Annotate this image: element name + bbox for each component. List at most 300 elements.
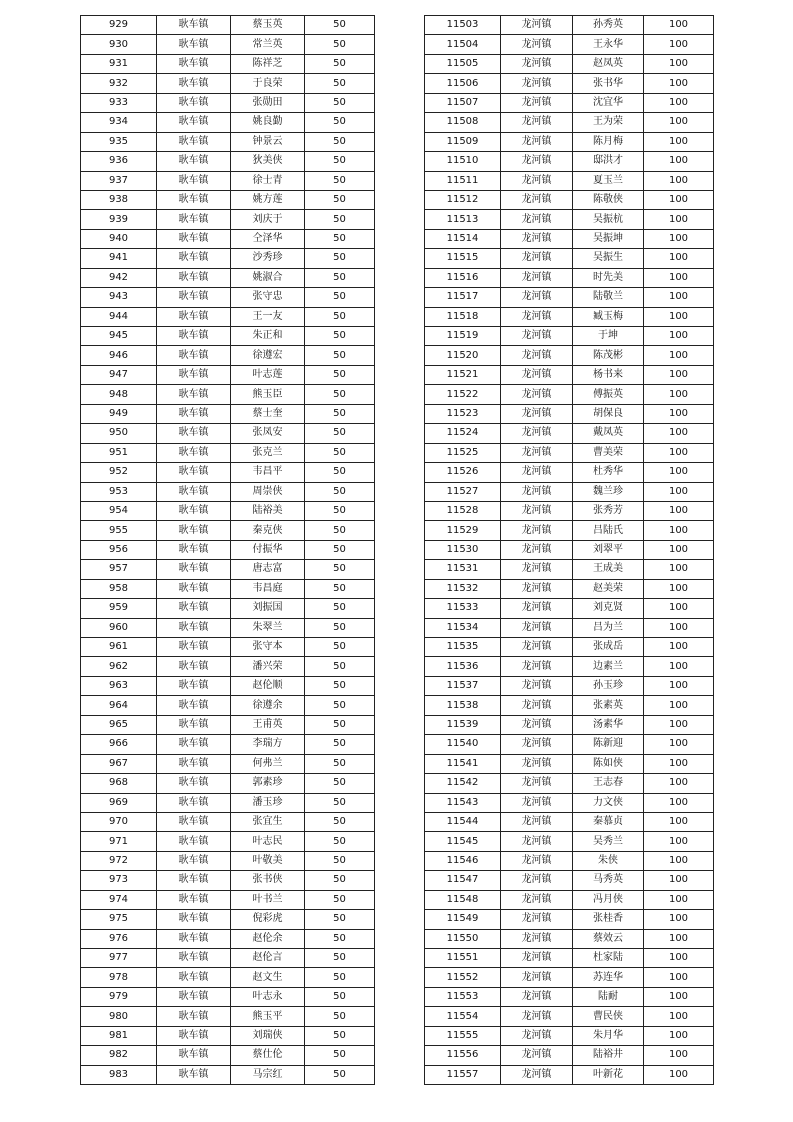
amount-cell: 50 — [305, 910, 375, 929]
name-cell: 曹民侠 — [573, 1007, 644, 1026]
row-number-cell: 929 — [81, 16, 157, 35]
name-cell: 吕为兰 — [573, 618, 644, 637]
amount-cell: 100 — [644, 482, 714, 501]
amount-cell: 100 — [644, 190, 714, 209]
amount-cell: 100 — [644, 249, 714, 268]
amount-cell: 100 — [644, 929, 714, 948]
town-cell: 龙河镇 — [501, 346, 573, 365]
town-cell: 耿车镇 — [157, 229, 231, 248]
town-cell: 龙河镇 — [501, 307, 573, 326]
amount-cell: 100 — [644, 152, 714, 171]
town-cell: 耿车镇 — [157, 871, 231, 890]
town-cell: 龙河镇 — [501, 132, 573, 151]
table-row — [81, 754, 375, 773]
name-cell: 韦昌庭 — [231, 579, 305, 598]
name-cell: 叶志永 — [231, 987, 305, 1006]
table-row — [81, 618, 375, 637]
name-cell: 姚淑合 — [231, 268, 305, 287]
name-cell: 刘克贤 — [573, 599, 644, 618]
amount-cell: 50 — [305, 657, 375, 676]
amount-cell: 50 — [305, 268, 375, 287]
table-row — [425, 579, 714, 598]
table-row — [81, 579, 375, 598]
table-row — [81, 696, 375, 715]
left-roster-table — [80, 15, 375, 1085]
town-cell: 耿车镇 — [157, 560, 231, 579]
amount-cell: 50 — [305, 599, 375, 618]
table-row — [81, 1046, 375, 1065]
town-cell: 龙河镇 — [501, 618, 573, 637]
table-row — [425, 715, 714, 734]
table-row — [81, 113, 375, 132]
row-number-cell: 978 — [81, 968, 157, 987]
town-cell: 龙河镇 — [501, 152, 573, 171]
table-row — [81, 443, 375, 462]
amount-cell: 100 — [644, 579, 714, 598]
town-cell: 龙河镇 — [501, 210, 573, 229]
table-row — [425, 521, 714, 540]
amount-cell: 100 — [644, 54, 714, 73]
town-cell: 龙河镇 — [501, 754, 573, 773]
town-cell: 龙河镇 — [501, 1007, 573, 1026]
town-cell: 龙河镇 — [501, 851, 573, 870]
name-cell: 叶书兰 — [231, 890, 305, 909]
name-cell: 孙玉珍 — [573, 676, 644, 695]
name-cell: 潘玉珍 — [231, 793, 305, 812]
table-row — [81, 890, 375, 909]
row-number-cell: 11532 — [425, 579, 501, 598]
table-row — [425, 443, 714, 462]
town-cell: 龙河镇 — [501, 93, 573, 112]
table-row — [425, 949, 714, 968]
name-cell: 朱月华 — [573, 1026, 644, 1045]
amount-cell: 50 — [305, 696, 375, 715]
table-row — [425, 871, 714, 890]
amount-cell: 50 — [305, 929, 375, 948]
row-number-cell: 976 — [81, 929, 157, 948]
amount-cell: 100 — [644, 968, 714, 987]
amount-cell: 100 — [644, 754, 714, 773]
row-number-cell: 11556 — [425, 1046, 501, 1065]
row-number-cell: 959 — [81, 599, 157, 618]
amount-cell: 50 — [305, 346, 375, 365]
row-number-cell: 942 — [81, 268, 157, 287]
row-number-cell: 955 — [81, 521, 157, 540]
name-cell: 陆耐 — [573, 987, 644, 1006]
row-number-cell: 930 — [81, 35, 157, 54]
table-row — [425, 774, 714, 793]
row-number-cell: 11519 — [425, 327, 501, 346]
name-cell: 吴振坤 — [573, 229, 644, 248]
amount-cell: 50 — [305, 171, 375, 190]
table-row — [81, 54, 375, 73]
amount-cell: 100 — [644, 560, 714, 579]
amount-cell: 50 — [305, 949, 375, 968]
town-cell: 耿车镇 — [157, 638, 231, 657]
amount-cell: 50 — [305, 463, 375, 482]
table-row — [81, 288, 375, 307]
amount-cell: 100 — [644, 229, 714, 248]
amount-cell: 100 — [644, 1046, 714, 1065]
table-row — [425, 754, 714, 773]
row-number-cell: 11537 — [425, 676, 501, 695]
amount-cell: 100 — [644, 210, 714, 229]
name-cell: 沙秀珍 — [231, 249, 305, 268]
table-row — [425, 812, 714, 831]
name-cell: 陆敬兰 — [573, 288, 644, 307]
amount-cell: 100 — [644, 1007, 714, 1026]
name-cell: 曹美荣 — [573, 443, 644, 462]
amount-cell: 50 — [305, 249, 375, 268]
table-row — [425, 929, 714, 948]
amount-cell: 100 — [644, 16, 714, 35]
amount-cell: 50 — [305, 793, 375, 812]
name-cell: 张勋田 — [231, 93, 305, 112]
town-cell: 耿车镇 — [157, 35, 231, 54]
amount-cell: 50 — [305, 1007, 375, 1026]
row-number-cell: 946 — [81, 346, 157, 365]
name-cell: 陈祥芝 — [231, 54, 305, 73]
town-cell: 龙河镇 — [501, 579, 573, 598]
town-cell: 龙河镇 — [501, 268, 573, 287]
name-cell: 蔡仕伦 — [231, 1046, 305, 1065]
amount-cell: 100 — [644, 1065, 714, 1084]
row-number-cell: 11547 — [425, 871, 501, 890]
table-row — [425, 676, 714, 695]
row-number-cell: 11553 — [425, 987, 501, 1006]
row-number-cell: 11522 — [425, 385, 501, 404]
amount-cell: 100 — [644, 463, 714, 482]
row-number-cell: 11517 — [425, 288, 501, 307]
town-cell: 耿车镇 — [157, 832, 231, 851]
amount-cell: 100 — [644, 307, 714, 326]
row-number-cell: 979 — [81, 987, 157, 1006]
amount-cell: 100 — [644, 696, 714, 715]
amount-cell: 100 — [644, 793, 714, 812]
row-number-cell: 11557 — [425, 1065, 501, 1084]
town-cell: 耿车镇 — [157, 1026, 231, 1045]
row-number-cell: 11512 — [425, 190, 501, 209]
table-row — [425, 16, 714, 35]
town-cell: 耿车镇 — [157, 482, 231, 501]
name-cell: 赵伦言 — [231, 949, 305, 968]
name-cell: 韦昌平 — [231, 463, 305, 482]
town-cell: 龙河镇 — [501, 676, 573, 695]
row-number-cell: 11529 — [425, 521, 501, 540]
row-number-cell: 939 — [81, 210, 157, 229]
name-cell: 徐遵宏 — [231, 346, 305, 365]
row-number-cell: 966 — [81, 735, 157, 754]
name-cell: 徐遵余 — [231, 696, 305, 715]
name-cell: 王志春 — [573, 774, 644, 793]
table-row — [81, 385, 375, 404]
town-cell: 龙河镇 — [501, 871, 573, 890]
row-number-cell: 11515 — [425, 249, 501, 268]
amount-cell: 50 — [305, 113, 375, 132]
row-number-cell: 11520 — [425, 346, 501, 365]
table-row — [81, 715, 375, 734]
town-cell: 龙河镇 — [501, 1026, 573, 1045]
name-cell: 刘庆于 — [231, 210, 305, 229]
row-number-cell: 11511 — [425, 171, 501, 190]
table-row — [425, 35, 714, 54]
town-cell: 耿车镇 — [157, 171, 231, 190]
town-cell: 耿车镇 — [157, 74, 231, 93]
amount-cell: 50 — [305, 152, 375, 171]
table-row — [425, 968, 714, 987]
table-row — [81, 74, 375, 93]
town-cell: 龙河镇 — [501, 249, 573, 268]
amount-cell: 50 — [305, 540, 375, 559]
amount-cell: 100 — [644, 365, 714, 384]
town-cell: 耿车镇 — [157, 16, 231, 35]
town-cell: 龙河镇 — [501, 424, 573, 443]
town-cell: 龙河镇 — [501, 404, 573, 423]
amount-cell: 50 — [305, 288, 375, 307]
row-number-cell: 952 — [81, 463, 157, 482]
town-cell: 耿车镇 — [157, 715, 231, 734]
table-row — [425, 249, 714, 268]
row-number-cell: 973 — [81, 871, 157, 890]
amount-cell: 100 — [644, 890, 714, 909]
table-row — [81, 463, 375, 482]
name-cell: 秦克侠 — [231, 521, 305, 540]
name-cell: 秦慕贞 — [573, 812, 644, 831]
name-cell: 吴秀兰 — [573, 832, 644, 851]
amount-cell: 100 — [644, 657, 714, 676]
name-cell: 熊玉平 — [231, 1007, 305, 1026]
amount-cell: 50 — [305, 832, 375, 851]
town-cell: 耿车镇 — [157, 404, 231, 423]
row-number-cell: 968 — [81, 774, 157, 793]
name-cell: 张凤安 — [231, 424, 305, 443]
table-row — [81, 171, 375, 190]
amount-cell: 50 — [305, 521, 375, 540]
name-cell: 苏连华 — [573, 968, 644, 987]
name-cell: 马秀英 — [573, 871, 644, 890]
table-row — [425, 832, 714, 851]
amount-cell: 50 — [305, 132, 375, 151]
table-row — [425, 638, 714, 657]
table-row — [425, 482, 714, 501]
amount-cell: 50 — [305, 560, 375, 579]
name-cell: 蔡士奎 — [231, 404, 305, 423]
town-cell: 耿车镇 — [157, 949, 231, 968]
table-row — [425, 501, 714, 520]
table-row — [81, 851, 375, 870]
row-number-cell: 937 — [81, 171, 157, 190]
row-number-cell: 960 — [81, 618, 157, 637]
table-row — [425, 1026, 714, 1045]
table-row — [81, 987, 375, 1006]
town-cell: 耿车镇 — [157, 735, 231, 754]
table-row — [425, 618, 714, 637]
town-cell: 耿车镇 — [157, 268, 231, 287]
town-cell: 耿车镇 — [157, 618, 231, 637]
amount-cell: 100 — [644, 346, 714, 365]
table-row — [425, 851, 714, 870]
amount-cell: 50 — [305, 890, 375, 909]
amount-cell: 100 — [644, 35, 714, 54]
town-cell: 龙河镇 — [501, 463, 573, 482]
row-number-cell: 980 — [81, 1007, 157, 1026]
row-number-cell: 11504 — [425, 35, 501, 54]
table-row — [81, 249, 375, 268]
row-number-cell: 931 — [81, 54, 157, 73]
town-cell: 耿车镇 — [157, 1046, 231, 1065]
row-number-cell: 11541 — [425, 754, 501, 773]
table-row — [425, 93, 714, 112]
amount-cell: 100 — [644, 812, 714, 831]
right-roster-body — [425, 16, 714, 1085]
amount-cell: 100 — [644, 327, 714, 346]
row-number-cell: 965 — [81, 715, 157, 734]
name-cell: 陈如侠 — [573, 754, 644, 773]
town-cell: 耿车镇 — [157, 987, 231, 1006]
town-cell: 龙河镇 — [501, 521, 573, 540]
amount-cell: 50 — [305, 871, 375, 890]
row-number-cell: 981 — [81, 1026, 157, 1045]
town-cell: 耿车镇 — [157, 890, 231, 909]
town-cell: 龙河镇 — [501, 793, 573, 812]
town-cell: 龙河镇 — [501, 190, 573, 209]
town-cell: 耿车镇 — [157, 501, 231, 520]
amount-cell: 50 — [305, 229, 375, 248]
town-cell: 龙河镇 — [501, 890, 573, 909]
row-number-cell: 11549 — [425, 910, 501, 929]
name-cell: 潘兴荣 — [231, 657, 305, 676]
name-cell: 刘翠平 — [573, 540, 644, 559]
table-row — [425, 307, 714, 326]
row-number-cell: 949 — [81, 404, 157, 423]
town-cell: 耿车镇 — [157, 968, 231, 987]
name-cell: 周崇侠 — [231, 482, 305, 501]
town-cell: 龙河镇 — [501, 74, 573, 93]
town-cell: 龙河镇 — [501, 832, 573, 851]
row-number-cell: 11507 — [425, 93, 501, 112]
table-row — [425, 327, 714, 346]
town-cell: 耿车镇 — [157, 1065, 231, 1084]
amount-cell: 50 — [305, 74, 375, 93]
town-cell: 龙河镇 — [501, 443, 573, 462]
row-number-cell: 11540 — [425, 735, 501, 754]
row-number-cell: 941 — [81, 249, 157, 268]
town-cell: 耿车镇 — [157, 929, 231, 948]
table-row — [425, 132, 714, 151]
town-cell: 龙河镇 — [501, 365, 573, 384]
town-cell: 龙河镇 — [501, 696, 573, 715]
name-cell: 熊玉臣 — [231, 385, 305, 404]
amount-cell: 100 — [644, 113, 714, 132]
town-cell: 耿车镇 — [157, 443, 231, 462]
town-cell: 耿车镇 — [157, 152, 231, 171]
name-cell: 王为荣 — [573, 113, 644, 132]
amount-cell: 50 — [305, 968, 375, 987]
town-cell: 龙河镇 — [501, 735, 573, 754]
amount-cell: 50 — [305, 365, 375, 384]
town-cell: 耿车镇 — [157, 113, 231, 132]
table-row — [81, 268, 375, 287]
row-number-cell: 11531 — [425, 560, 501, 579]
table-row — [81, 190, 375, 209]
amount-cell: 50 — [305, 715, 375, 734]
table-row — [81, 93, 375, 112]
table-row — [425, 268, 714, 287]
name-cell: 时先美 — [573, 268, 644, 287]
row-number-cell: 11534 — [425, 618, 501, 637]
town-cell: 耿车镇 — [157, 774, 231, 793]
town-cell: 耿车镇 — [157, 210, 231, 229]
amount-cell: 50 — [305, 812, 375, 831]
name-cell: 张宜生 — [231, 812, 305, 831]
table-row — [81, 521, 375, 540]
amount-cell: 50 — [305, 404, 375, 423]
amount-cell: 50 — [305, 424, 375, 443]
table-row — [425, 910, 714, 929]
row-number-cell: 971 — [81, 832, 157, 851]
name-cell: 夏玉兰 — [573, 171, 644, 190]
amount-cell: 100 — [644, 618, 714, 637]
name-cell: 何弗兰 — [231, 754, 305, 773]
row-number-cell: 11535 — [425, 638, 501, 657]
row-number-cell: 11548 — [425, 890, 501, 909]
amount-cell: 100 — [644, 404, 714, 423]
amount-cell: 50 — [305, 774, 375, 793]
town-cell: 耿车镇 — [157, 288, 231, 307]
name-cell: 倪彩虎 — [231, 910, 305, 929]
town-cell: 耿车镇 — [157, 327, 231, 346]
row-number-cell: 963 — [81, 676, 157, 695]
amount-cell: 50 — [305, 987, 375, 1006]
name-cell: 于良荣 — [231, 74, 305, 93]
row-number-cell: 11524 — [425, 424, 501, 443]
name-cell: 力文侠 — [573, 793, 644, 812]
table-row — [81, 229, 375, 248]
town-cell: 龙河镇 — [501, 968, 573, 987]
town-cell: 龙河镇 — [501, 229, 573, 248]
name-cell: 陈敬侠 — [573, 190, 644, 209]
town-cell: 耿车镇 — [157, 190, 231, 209]
name-cell: 杜秀华 — [573, 463, 644, 482]
town-cell: 耿车镇 — [157, 812, 231, 831]
name-cell: 戴凤英 — [573, 424, 644, 443]
town-cell: 耿车镇 — [157, 54, 231, 73]
table-row — [81, 1065, 375, 1084]
table-row — [81, 949, 375, 968]
row-number-cell: 11555 — [425, 1026, 501, 1045]
name-cell: 汤素华 — [573, 715, 644, 734]
name-cell: 郭素珍 — [231, 774, 305, 793]
amount-cell: 50 — [305, 618, 375, 637]
name-cell: 张克兰 — [231, 443, 305, 462]
name-cell: 张守忠 — [231, 288, 305, 307]
row-number-cell: 977 — [81, 949, 157, 968]
town-cell: 耿车镇 — [157, 132, 231, 151]
table-row — [81, 560, 375, 579]
town-cell: 耿车镇 — [157, 307, 231, 326]
row-number-cell: 11528 — [425, 501, 501, 520]
name-cell: 王一友 — [231, 307, 305, 326]
amount-cell: 50 — [305, 307, 375, 326]
amount-cell: 100 — [644, 832, 714, 851]
row-number-cell: 943 — [81, 288, 157, 307]
table-row — [425, 696, 714, 715]
table-row — [425, 54, 714, 73]
town-cell: 龙河镇 — [501, 35, 573, 54]
amount-cell: 50 — [305, 93, 375, 112]
amount-cell: 50 — [305, 754, 375, 773]
amount-cell: 100 — [644, 521, 714, 540]
